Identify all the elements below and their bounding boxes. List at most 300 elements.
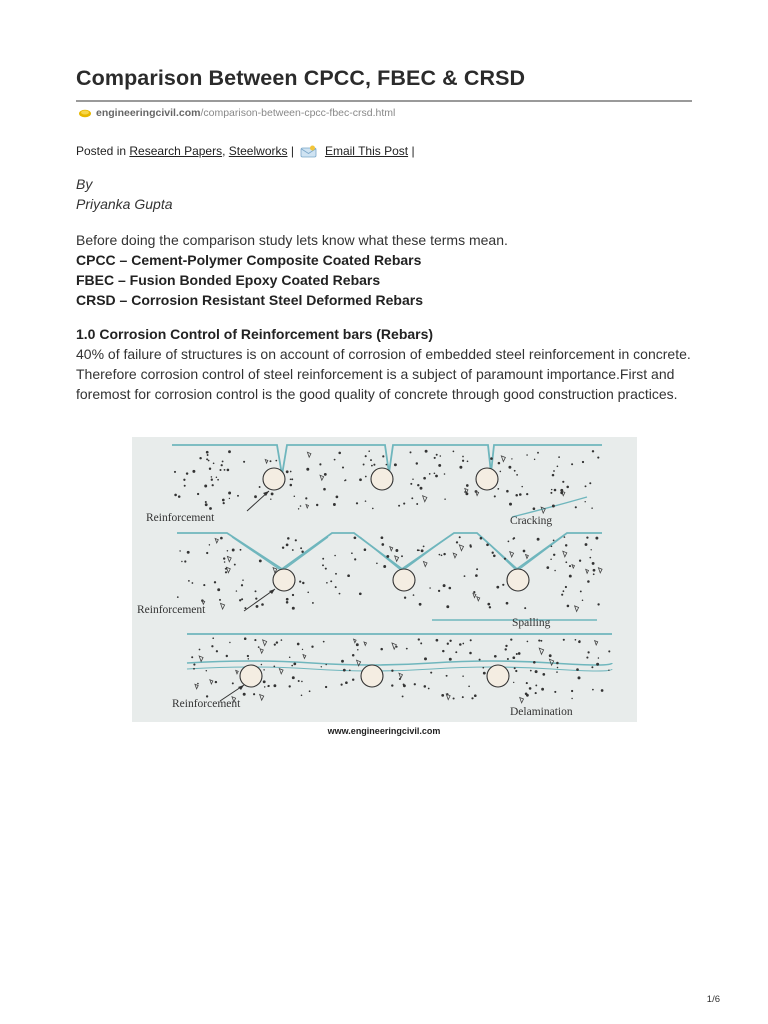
aggregate-dot: [494, 495, 496, 497]
aggregate-dot: [324, 473, 327, 476]
aggregate-stone: [575, 606, 579, 612]
aggregate-dot: [206, 458, 208, 460]
aggregate-dot: [215, 681, 217, 683]
aggregate-dot: [563, 590, 565, 592]
aggregate-dot: [414, 683, 416, 685]
aggregate-dot: [554, 691, 556, 693]
section-corrosion-control: [76, 324, 701, 404]
aggregate-stone: [423, 561, 427, 566]
aggregate-dot: [537, 538, 540, 541]
aggregate-dot: [372, 508, 374, 510]
aggregate-dot: [255, 590, 257, 592]
aggregate-dot: [224, 561, 226, 563]
aggregate-dot: [217, 479, 219, 481]
aggregate-dot: [513, 682, 514, 683]
term-crsd: CRSD – Corrosion Resistant Steel Deformed Rebars: [76, 292, 423, 308]
aggregate-dot: [565, 586, 567, 588]
byline-author: Priyanka Gupta: [76, 196, 173, 212]
aggregate-dot: [261, 603, 264, 606]
aggregate-dot: [199, 649, 201, 651]
aggregate-dot: [474, 694, 477, 697]
aggregate-stone: [595, 641, 598, 645]
aggregate-dot: [447, 643, 449, 645]
category-comma: ,: [222, 144, 226, 158]
aggregate-dot: [469, 652, 472, 655]
aggregate-dot: [197, 493, 199, 495]
aggregate-dot: [535, 670, 538, 673]
aggregate-dot: [205, 503, 208, 506]
aggregate-dot: [222, 499, 225, 502]
aggregate-dot: [505, 645, 507, 647]
aggregate-dot: [479, 659, 481, 661]
aggregate-dot: [493, 555, 496, 558]
aggregate-dot: [506, 490, 509, 493]
aggregate-dot: [365, 476, 367, 478]
aggregate-stone: [598, 568, 602, 573]
aggregate-dot: [464, 491, 466, 493]
aggregate-dot: [406, 648, 408, 650]
aggregate-dot: [292, 549, 294, 551]
aggregate-dot: [244, 607, 246, 609]
aggregate-dot: [300, 505, 302, 507]
aggregate-dot: [339, 593, 341, 595]
aggregate-dot: [216, 650, 218, 652]
aggregate-stone: [260, 649, 263, 654]
aggregate-dot: [203, 584, 205, 586]
corrosion-diagram: [132, 437, 637, 722]
aggregate-stone: [392, 643, 396, 649]
intro-block: [76, 230, 706, 310]
aggregate-stone: [501, 456, 505, 462]
source-path[interactable]: /comparison-between-cpcc-fbec-crsd.html: [200, 107, 396, 119]
aggregate-dot: [286, 544, 289, 547]
aggregate-dot: [298, 680, 300, 682]
aggregate-dot: [177, 596, 179, 598]
aggregate-dot: [410, 451, 412, 453]
aggregate-dot: [263, 669, 264, 670]
aggregate-dot: [538, 640, 540, 642]
aggregate-stone: [526, 555, 529, 559]
aggregate-dot: [537, 452, 539, 454]
aggregate-dot: [535, 684, 537, 686]
aggregate-dot: [424, 685, 427, 688]
aggregate-stone: [586, 569, 589, 573]
aggregate-dot: [529, 687, 532, 690]
aggregate-dot: [492, 552, 494, 554]
aggregate-dot: [541, 688, 544, 691]
aggregate-stone: [265, 459, 268, 463]
aggregate-dot: [286, 470, 289, 473]
aggregate-dot: [188, 580, 190, 582]
intro-sentence: Before doing the comparison study lets know what these terms mean.: [76, 232, 508, 248]
aggregate-dot: [489, 606, 491, 608]
aggregate-dot: [410, 483, 412, 485]
aggregate-dot: [276, 641, 278, 643]
aggregate-dot: [333, 503, 336, 506]
aggregate-dot: [585, 543, 588, 546]
aggregate-dot: [404, 597, 406, 599]
aggregate-dot: [294, 496, 296, 498]
aggregate-dot: [228, 492, 231, 495]
aggregate-dot: [527, 641, 529, 643]
aggregate-stone: [390, 547, 393, 551]
aggregate-dot: [232, 682, 234, 684]
aggregate-dot: [444, 498, 446, 500]
aggregate-dot: [219, 469, 221, 471]
aggregate-dot: [434, 457, 436, 459]
aggregate-dot: [587, 651, 589, 653]
aggregate-dot: [370, 459, 372, 461]
aggregate-dot: [476, 568, 478, 570]
aggregate-dot: [193, 664, 195, 666]
aggregate-stone: [510, 552, 514, 557]
aggregate-dot: [330, 580, 332, 582]
aggregate-dot: [356, 643, 359, 646]
aggregate-dot: [395, 549, 398, 552]
aggregate-dot: [205, 501, 207, 503]
aggregate-dot: [275, 460, 277, 462]
aggregate-dot: [462, 696, 464, 698]
aggregate-dot: [214, 581, 216, 583]
aggregate-dot: [438, 590, 440, 592]
aggregate-dot: [325, 664, 327, 666]
aggregate-dot: [292, 607, 295, 610]
aggregate-dot: [354, 558, 356, 560]
aggregate-dot: [207, 454, 209, 456]
aggregate-dot: [496, 586, 499, 589]
aggregate-dot: [270, 498, 271, 499]
aggregate-dot: [425, 450, 428, 453]
aggregate-dot: [293, 663, 296, 666]
category-link-research-papers[interactable]: Research Papers: [129, 144, 223, 158]
aggregate-stone: [260, 694, 264, 700]
aggregate-dot: [325, 686, 327, 688]
aggregate-dot: [229, 498, 230, 499]
aggregate-dot: [380, 648, 383, 651]
aggregate-dot: [178, 495, 181, 498]
delamination-panel: [187, 634, 612, 701]
aggregate-dot: [526, 454, 528, 456]
aggregate-dot: [514, 470, 516, 472]
aggregate-dot: [526, 493, 528, 495]
aggregate-dot: [323, 488, 326, 491]
aggregate-dot: [253, 693, 255, 695]
aggregate-dot: [219, 599, 221, 601]
aggregate-dot: [587, 580, 590, 583]
aggregate-dot: [553, 470, 555, 472]
favicon-icon: [78, 108, 92, 118]
aggregate-dot: [356, 502, 358, 504]
aggregate-dot: [507, 658, 509, 660]
aggregate-dot: [365, 500, 367, 502]
aggregate-dot: [187, 551, 190, 554]
aggregate-dot: [524, 607, 526, 609]
aggregate-dot: [243, 693, 246, 696]
aggregate-dot: [206, 451, 209, 454]
aggregate-dot: [289, 656, 291, 658]
aggregate-stone: [195, 684, 198, 689]
aggregate-dot: [363, 464, 365, 466]
aggregate-dot: [586, 657, 588, 659]
aggregate-dot: [497, 488, 499, 490]
aggregate-dot: [209, 467, 211, 469]
aggregate-dot: [575, 506, 577, 508]
aggregate-dot: [192, 470, 195, 473]
aggregate-dot: [556, 671, 558, 673]
aggregate-dot: [552, 505, 555, 508]
aggregate-dot: [411, 497, 413, 499]
aggregate-dot: [270, 460, 272, 462]
aggregate-stone: [459, 545, 463, 551]
aggregate-dot: [271, 492, 274, 495]
aggregate-dot: [563, 639, 565, 641]
aggregate-dot: [591, 507, 593, 509]
aggregate-dot: [534, 459, 535, 460]
aggregate-dot: [558, 456, 560, 458]
aggregate-dot: [576, 668, 579, 671]
aggregate-dot: [551, 545, 553, 547]
aggregate-dot: [429, 473, 431, 475]
aggregate-dot: [515, 494, 518, 497]
aggregate-dot: [580, 590, 582, 592]
aggregate-dot: [391, 684, 393, 686]
aggregate-dot: [465, 492, 468, 495]
aggregate-dot: [351, 552, 353, 554]
aggregate-dot: [571, 463, 573, 465]
aggregate-dot: [209, 544, 210, 545]
aggregate-dot: [242, 579, 244, 581]
aggregate-dot: [179, 550, 180, 551]
email-this-post-link[interactable]: Email This Post: [324, 144, 409, 158]
aggregate-dot: [424, 657, 427, 660]
aggregate-dot: [518, 652, 521, 655]
aggregate-dot: [211, 479, 213, 481]
aggregate-dot: [502, 584, 504, 586]
aggregate-dot: [398, 505, 400, 507]
aggregate-dot: [535, 692, 537, 694]
aggregate-dot: [596, 663, 599, 666]
aggregate-dot: [349, 669, 351, 671]
aggregate-dot: [258, 646, 260, 648]
aggregate-dot: [569, 565, 571, 567]
aggregate-dot: [301, 551, 303, 553]
aggregate-dot: [254, 639, 256, 641]
aggregate-dot: [373, 464, 375, 466]
label-reinforcement-2: Reinforcement: [137, 604, 206, 616]
source-url[interactable]: [78, 107, 395, 119]
aggregate-dot: [592, 562, 595, 565]
aggregate-dot: [509, 503, 512, 506]
aggregate-dot: [300, 547, 302, 549]
aggregate-dot: [471, 697, 473, 699]
byline: [76, 174, 173, 214]
aggregate-stone: [395, 556, 399, 561]
aggregate-stone: [563, 551, 567, 557]
aggregate-dot: [453, 697, 455, 699]
aggregate-dot: [579, 640, 581, 642]
aggregate-dot: [336, 496, 339, 499]
aggregate-dot: [192, 582, 194, 584]
aggregate-dot: [505, 648, 507, 650]
posted-in-label: Posted in: [76, 144, 127, 158]
aggregate-dot: [516, 653, 518, 655]
aggregate-dot: [504, 558, 506, 560]
aggregate-dot: [206, 670, 207, 671]
aggregate-dot: [403, 684, 405, 686]
aggregate-dot: [593, 573, 595, 575]
aggregate-stone: [399, 673, 403, 678]
aggregate-dot: [421, 549, 424, 552]
aggregate-dot: [446, 605, 449, 608]
aggregate-dot: [241, 584, 243, 586]
aggregate-dot: [259, 559, 262, 562]
aggregate-dot: [223, 557, 225, 559]
aggregate-dot: [302, 582, 304, 584]
aggregate-dot: [490, 457, 493, 460]
aggregate-dot: [299, 581, 301, 583]
aggregate-dot: [273, 684, 276, 687]
aggregate-dot: [234, 564, 236, 566]
aggregate-stone: [520, 697, 524, 702]
aggregate-dot: [383, 565, 386, 568]
aggregate-dot: [508, 541, 510, 543]
aggregate-dot: [569, 575, 572, 578]
aggregate-dot: [430, 672, 432, 674]
aggregate-stone: [539, 648, 543, 654]
aggregate-dot: [295, 539, 297, 541]
aggregate-dot: [487, 603, 490, 606]
aggregate-dot: [598, 657, 600, 659]
aggregate-dot: [475, 574, 478, 577]
aggregate-dot: [319, 463, 321, 465]
aggregate-dot: [371, 465, 373, 467]
aggregate-dot: [381, 543, 384, 546]
aggregate-stone: [477, 597, 480, 601]
aggregate-dot: [199, 457, 201, 459]
aggregate-dot: [382, 455, 384, 457]
aggregate-dot: [608, 650, 610, 652]
aggregate-dot: [428, 688, 430, 690]
aggregate-dot: [412, 479, 413, 480]
aggregate-dot: [449, 587, 452, 590]
aggregate-dot: [565, 561, 567, 563]
aggregate-dot: [222, 460, 224, 462]
aggregate-dot: [597, 457, 599, 459]
aggregate-dot: [540, 640, 542, 642]
label-reinforcement-1: Reinforcement: [146, 512, 215, 524]
aggregate-dot: [423, 545, 425, 547]
aggregate-dot: [592, 689, 594, 691]
aggregate-dot: [323, 641, 325, 643]
aggregate-dot: [549, 654, 552, 657]
aggregate-dot: [347, 574, 350, 577]
aggregate-dot: [441, 554, 443, 556]
aggregate-dot: [466, 484, 469, 487]
aggregate-dot: [286, 601, 289, 604]
aggregate-stone: [453, 553, 456, 558]
aggregate-dot: [184, 560, 186, 562]
aggregate-dot: [307, 591, 309, 593]
aggregate-dot: [256, 605, 259, 608]
aggregate-dot: [420, 487, 423, 490]
aggregate-dot: [312, 602, 314, 604]
aggregate-dot: [263, 680, 266, 683]
aggregate-dot: [255, 597, 257, 599]
aggregate-dot: [221, 464, 223, 466]
aggregate-dot: [352, 654, 355, 657]
aggregate-dot: [211, 645, 213, 647]
aggregate-dot: [523, 550, 526, 553]
aggregate-stone: [263, 640, 267, 646]
aggregate-dot: [287, 537, 290, 540]
envelope-icon[interactable]: [300, 145, 317, 158]
aggregate-dot: [554, 489, 557, 492]
aggregate-dot: [282, 546, 284, 548]
aggregate-dot: [571, 690, 573, 692]
aggregate-dot: [359, 478, 362, 481]
source-domain[interactable]: engineeringcivil.com: [96, 107, 201, 119]
aggregate-dot: [220, 537, 223, 540]
aggregate-dot: [553, 554, 555, 556]
aggregate-dot: [429, 587, 431, 589]
aggregate-dot: [419, 603, 422, 606]
aggregate-dot: [416, 462, 418, 464]
aggregate-dot: [394, 463, 397, 466]
aggregate-dot: [226, 655, 228, 657]
aggregate-dot: [386, 555, 389, 558]
aggregate-dot: [341, 684, 343, 686]
aggregate-dot: [193, 668, 195, 670]
aggregate-dot: [322, 558, 324, 560]
aggregate-dot: [341, 660, 344, 663]
aggregate-dot: [589, 482, 591, 484]
aggregate-dot: [586, 536, 588, 538]
category-link-steelworks[interactable]: Steelworks: [228, 144, 288, 158]
aggregate-dot: [462, 643, 464, 645]
aggregate-dot: [585, 485, 587, 487]
aggregate-dot: [514, 667, 516, 669]
aggregate-dot: [291, 665, 293, 667]
figure-caption: www.engineeringcivil.com: [327, 726, 441, 736]
section-body: 40% of failure of structures is on account of corrosion of embedded steel reinforcement in concrete. Therefore corrosion control of steel reinforcement is a subject of paramount importance.First and foremost for corrosion control is the good quality of concrete through good construction practices.: [76, 346, 691, 402]
aggregate-dot: [297, 643, 300, 646]
aggregate-dot: [357, 649, 359, 651]
aggregate-dot: [554, 570, 556, 572]
aggregate-dot: [590, 549, 591, 550]
aggregate-dot: [557, 465, 559, 467]
aggregate-dot: [500, 471, 502, 473]
aggregate-stone: [220, 603, 224, 609]
aggregate-dot: [561, 594, 563, 596]
aggregate-dot: [376, 563, 378, 565]
aggregate-dot: [512, 656, 515, 659]
term-fbec: FBEC – Fusion Bonded Epoxy Coated Rebars: [76, 272, 381, 288]
aggregate-dot: [239, 599, 241, 601]
page-title: Comparison Between CPCC, FBEC & CRSD: [76, 66, 526, 90]
aggregate-dot: [208, 460, 210, 462]
aggregate-dot: [206, 552, 208, 554]
section-heading: 1.0 Corrosion Control of Reinforcement bars (Rebars): [76, 326, 434, 342]
aggregate-dot: [181, 561, 182, 562]
aggregate-stone: [572, 565, 575, 569]
label-delamination: Delamination: [510, 706, 573, 718]
aggregate-dot: [174, 494, 177, 497]
aggregate-stone: [215, 538, 218, 542]
aggregate-dot: [473, 591, 475, 593]
aggregate-dot: [508, 466, 511, 469]
aggregate-dot: [553, 540, 555, 542]
aggregate-dot: [416, 503, 418, 505]
